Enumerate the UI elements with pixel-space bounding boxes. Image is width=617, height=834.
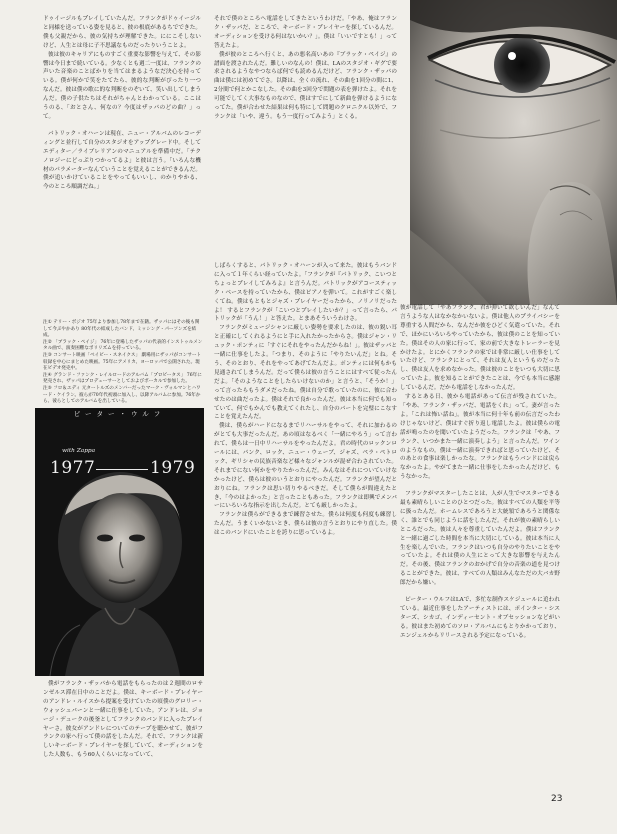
column-2-lower [214,262,397,538]
col2-paragraph: しばらくすると、パトリック・オハーンが入って来た。彼はもうバンドに入って１年くらい経っていたよ。「フランクが『パトリック、こいつとちょっとプレイしてみろよ』と言うんだ。パトリックがアコースティック・ベースを持っていたから、僕はピアノを弾いて。これがすごく楽しくてね。僕はもともとジャズ・プレイヤーだったから、ノリノリだったよ！ するとフランクが「こいつとプレイしたいか？」って言ったら、パトリックが「うん！」と答えた。とまあそういうわけさ。 [214,263,397,323]
col2-paragraph: フランクは僕らができるまで練習させた。僕らは何度も何度も練習したんだ。うまくいかないとき、僕らは彼の言うとおりにやり直した。僕はこのバンドにいたことを誇りに思っているよ。 [214,512,397,537]
year-start: 1977 [50,458,96,478]
footnotes [43,320,203,406]
footnote [43,353,203,373]
eye-closeup-photo [410,0,617,305]
column-1-continuation [43,680,203,760]
col3-paragraph: 彼が電話して「やあフランク、君が弾いて欲しいんだ」なんて言うような人はなかなかいないよ。僕は他人のプライバシーを尊重する人間だから、なんだか彼をひどく気遣っていた。それで、ほかにいろいろやっていたから、彼は僕のことを知っていた。僕はその人の家に行って、家の前で大きなトレーラーを見かけたよ。とにかくフランクの家では非常に厳しい仕事をしていたけど、フランクにとって、それは友人というものだったし、僕は友人を求めなかった。僕は彼のことをいつも大切に思っていたよ。彼を知ることができたことは、今でも本当に感謝しているんだ。だから電話をしなかったんだ。 [400,305,560,392]
years-divider [96,469,148,470]
footnote-label: 注④ [43,372,52,378]
footnote [43,320,203,340]
column-2-upper [214,15,397,122]
footnote [43,386,203,406]
col3-paragraph: ピーター・ウルフはLAで、多忙な制作スケジュールに追われている。最近仕事をしたアーティストには、ポインター・シスターズ、シカゴ、インディーセント・オブセッションなどがいる。彼はまた初めてのソロ・アルバムにもとりかかっており、エンジェルからリリースされる予定になっている。 [400,597,560,639]
photo-subtitle: with Zappa [62,448,96,454]
footnote-label: 注② [43,339,52,345]
footnote-text: グランド・ファンク・レイルロードのアルバム「プロビータス」 76年に発売され、ザッパはプロデューサーとしておよびボーカルで参加した。 [43,372,202,385]
col1-paragraph: ドゥイージルもプレイしていたんだ。フランクがドゥイージルと同様を送っている姿を見ると、彼の根底があるちでできた。僕も父親だから、彼の気持ちが理解できた。ににこそしないけど、人生とは母に子不思議なものだったりいうことよ。 [43,16,201,49]
footnote-text: 「ブラック・ペイジ」 76年に登場したザッパの代表的インストゥルメンタル曲で、演奏困難なポリリズムを持っている。 [43,339,203,352]
col3-paragraph: フランクがマスターしたことは、人が人生でマスターできる最も素晴らしいことのひとつだった。彼はすべての人類を平等に扱ったんだ。ホームレスであろうと大統領であろうと関係なく、誰とでも同じように話をしたんだ。それが彼の素晴らしいところだった。彼は人々を尊重していたんだよ。僕はフランクと一緒に過ごした時間を本当に大切にしている。彼は本当に人生を楽しんでいた。フランクはいつも自分のやりたいことをやっていたよ。それは僕の人生にとって大きな影響を与えたんだ。その後、僕はフランクのおかげで自分の音楽の道を見つけることができた。彼は、すべての人類はみんなただの大バカ野郎だから嫌い。 [400,491,560,587]
col3-paragraph: するとある日、彼から電話があって伝言が残されていた。「やあ、フランク・ザッパだ、電話をくれ」って。妻が言ったよ。「これは怖い話ね」。彼が本当に何十年も前の伝言だったわけじゃないけど、僕はすぐ折り返し電話したよ。彼は僕らの電話が鳴ったのを聞いていたようだった。フランクは「やあ、フランク、いつかまた一緒に演奏しよう」と言ったんだ。ワインのようなもの。僕は一緒に演奏できればと思っていたけど、そのあとの食事は楽しかったな。フランクはもうバンドには戻らなかったよ。やがてまた一緒に仕事をしたかったんだけど、もうなかった。 [400,394,560,481]
footnote-label: 注① [43,320,52,325]
footnote-text: テリー・ボジオ 75年より参加し78年まで在籍。ザッパにはその後も関して今ぶやかあり 80年代の結成したバンド、ミッシング・パーソンズを結成。 [43,320,200,339]
col2-paragraph: 僕は、僕らがハードになるまでリハーサルをやって、それに加わるのがとても大事だったんだ。あの頃はなるべく「一緒にやろう」って言われて、僕らは一日中リハーサルをやったんだよ。君の時代のロックンロールには、パンク、ロック、ニュー・ウェーブ、ジャズ、ペラ・ペトロック、ギリシャの民族音楽など様々なジャンルが混ぜ合わされていた。それまでにない何かをやりたかったんだ。みんなはそれについていけなかったけど、僕らは彼のいうとおりにやったんだ。フランクが望んだとおりにね。フランクは思い切りやるべきだ。そして僕らが間違えたとき、「今のはよかった」と言ったこともあった。フランクは即興でメンバーにいろいろな指示を出したんだ。とても厳しかったよ。 [214,423,397,510]
column-3 [400,304,560,641]
photo-header: ピーター・ウルフ [35,408,204,420]
footnote-label: 注③ [43,352,52,358]
footnote-text: フロ＆エディ 元タートルズのメンバーだったマーク・ヴォルマンとハワード・ケイラン。彼らが70年代初頭に加入し、以降アルバムに参加。76年から、彼らとしてのアルバムを出している。 [43,385,201,405]
col2-paragraph: それで僕のところへ電話をしてきたというわけだ。「やあ、俺はフランク・ザッパだ、ところで、キーボード・プレイヤーを探しているんだ。オーディションを受ける何はないかい？」。僕は「いいですとも！」って答えたよ。 [214,16,397,49]
year-end: 1979 [150,458,196,478]
col1-paragraph: パトリック・オハーンは現在、ニュー・アルバムのレコーディングと並行して自分のスタジオをアップグレード中。そしてエディター／ライブレリアンのマニュアルを準備中だ。「テクノロジーにどっぷりつかってるよ」と彼は言う。「いろんな機材のパラメーターなんていうことを覚えることができるんだ。僕が追いかけていることをやってもいいし、のかりやかる、今のところ順調だね。」 [43,130,201,191]
page-number: 23 [551,794,563,804]
col1-bottom-paragraph: 僕がフランク・ザッパから電話をもらったのは２週間のロサンゼルス滞在日中のことだよ。僕は、キーボード・プレイヤーのアンドレ・ルイスから提案を受けていたの頃僕のグロリー・ウォッシュバーンと一緒に仕事をしていた。アンドレは、ジョージ・デュークの後釜としてフランクのバンドに入ったプレイヤーさ。彼女がアンドレについてのテープを聴かせて、彼がフランクの家へ行って僕の話をしたんだ。それで、フランクは新しいキーボード・プレイヤーを探していて、オーディションをした人数も、もう60人くらいになっていて、 [43,681,203,759]
footnote-text: コンサート映画「ベイビー・スネイクス」 劇場用にザッパがコンサート収録を中心にまとめた映画。75年にアメリカ、ヨーロッパで公開された。現在ビデオ発売中。 [43,352,202,372]
col1-paragraph: 彼は彼のキャリアにものすごく重要な影響を与えて、その影響は今日まで続いている。少なくとも週二一度は、フランクの声いた音楽のことばかりを当てはまるようなだ決心を持っている。僕が何かで笑をたてたら、彼的な判断がぴったり一つなんだ。彼は僕の歌に的な判断をのぞいて、笑い出してしまうんだ。僕の子供たちはそれがちゃんとわかっている。ここはうのる、「おとさん、何なの？今度はザッパのどの曲？」って。 [43,51,201,120]
footnote [43,373,203,386]
portrait-photo-block [35,408,204,676]
footnote-label: 注⑤ [43,385,52,391]
footnote [43,340,203,353]
col2-paragraph: フランクがミュージシャンに厳しい姿勢を要求したのは、彼の鋭い耳と正確にしてくれるようにと手に入れたかったからさ。僕はジャン・リュック・ポンティに「すぐにそれをやったんだからね！」。彼はザッパと一緒に仕事をしたよ。「つまり、そのように「やりたいんだ」とね。そう、そのとおり、それをやってあげてたんだよ。ポンティには何もかも見通されてしまうんだ。だって僕らは彼の言うことにはすべて従ったんだよ。「そのようなことをしたらいけないのか」と言うと、「そうか！」って言ったらもうダメだったね。僕は自分で歌っていたのに、彼に合わせたのは曲だったよ。僕はそれで良かったんだ。彼は本当に何でも知っていて、何でもかんでも教えてくれたし、自分のパートを完璧にこなすことを覚えたんだ。 [214,325,397,421]
column-1 [43,15,201,192]
col2-paragraph: 僕が彼のところへ行くと、あの悪名高いあの『ブラック・ペイジ』の譜面を渡されたんだ。難しいのなんの！僕は、LAのスタジオ・ギグで要求されるようなやつならば何でも読めるんだけど、フランク・ザッパの曲は僕には初めてでさ。以降は、全くの流れ、その曲を1回分の間に1、2分間で何とかこなした。その曲を3回分で問題の表を弾けたよ。それを可能でしてく大事なものなので、僕はすでにして新曲を弾けるようになってた。僕が合わせた結果は何も特にして問題のクロニクル以外で、フランクは「いや、違う。もう一度行ってみよう」とくる。 [214,51,397,120]
